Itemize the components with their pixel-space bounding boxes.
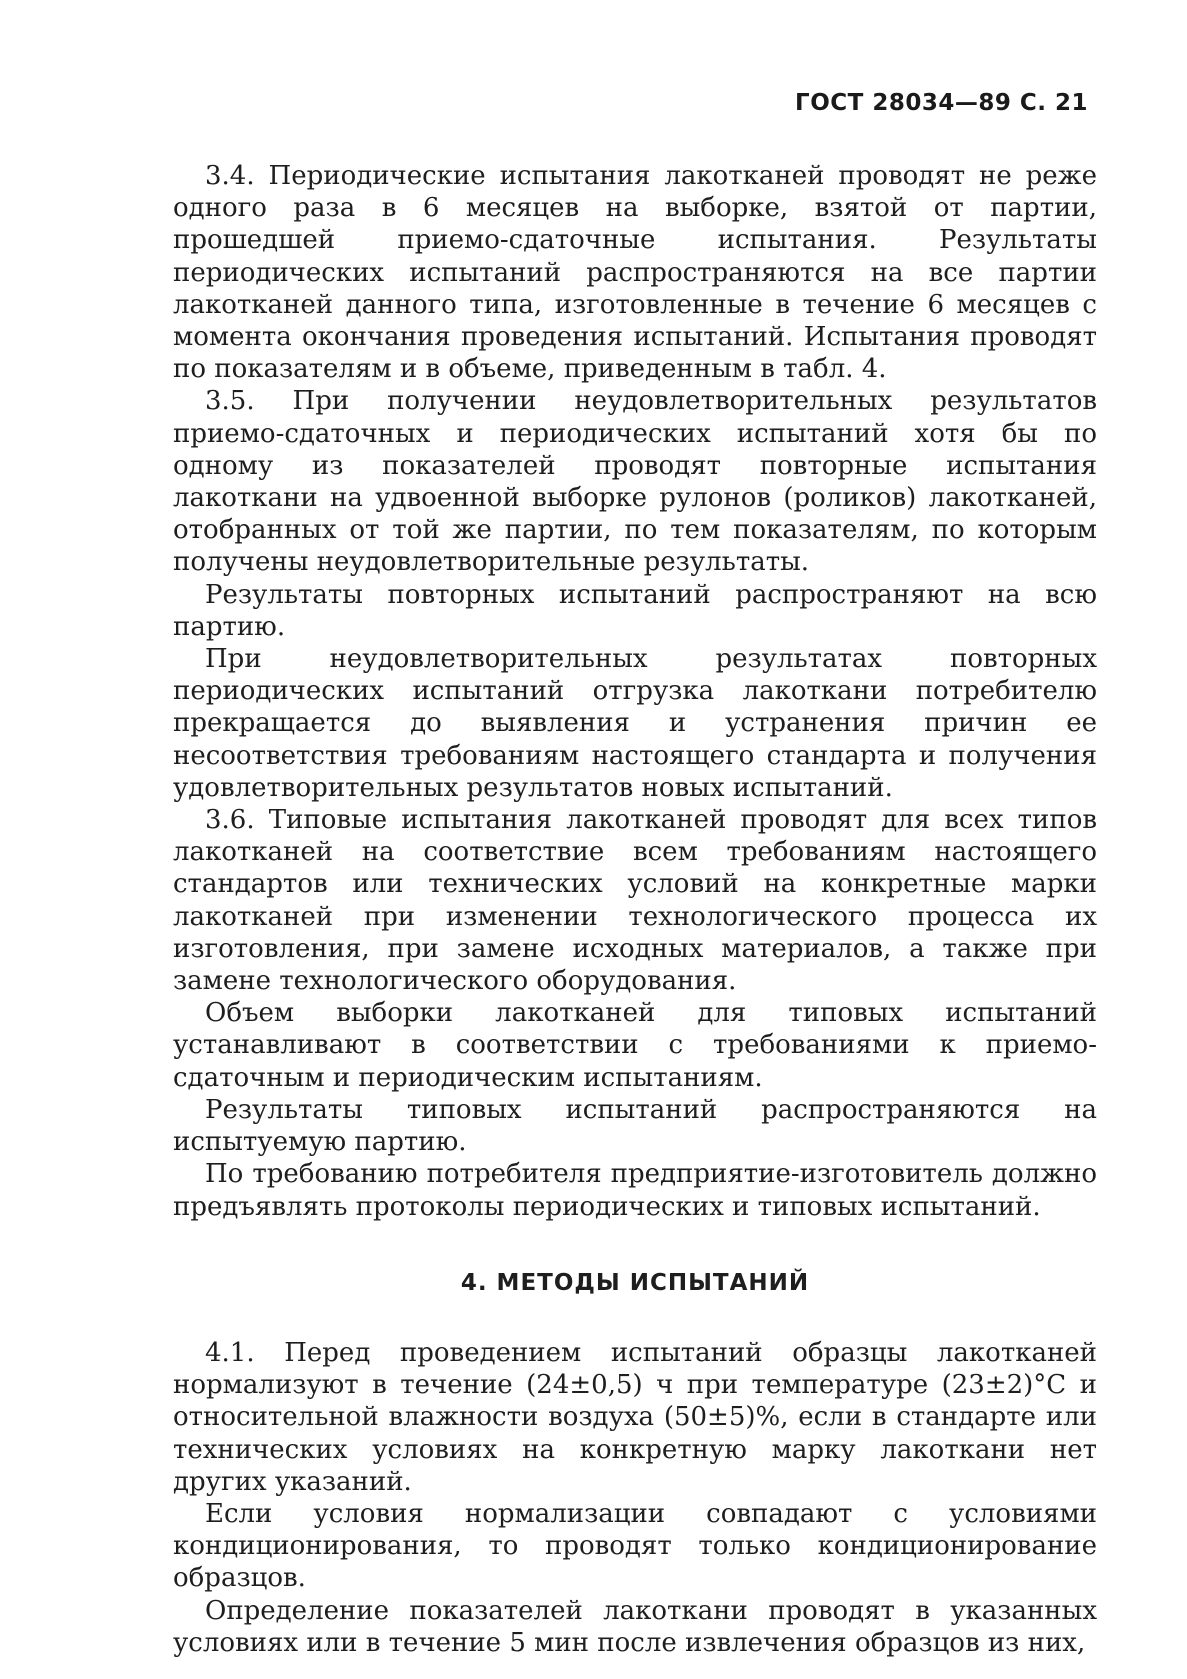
paragraph-4-1: 4.1. Перед проведением испытаний образцы лакотканей нормализуют в течение (24±0,5) ч при температуре (23±2)°С и относительной влажности воздуха (50±5)%, если в стандарте или технических условиях на конкретную марку лакоткани нет других указаний.: [173, 1337, 1097, 1497]
paragraph-3-5: 3.5. При получении неудовлетворительных результатов приемо-сдаточных и периодических испытаний хотя бы по одному из показателей проводят повторные испытания лакоткани на удвоенной выборке рулонов (роликов) лакотканей, отобранных от той же партии, по тем показателям, по которым получены неудовлетворительные результаты.: [173, 386, 1097, 578]
paragraph-3-4: 3.4. Периодические испытания лакотканей проводят не реже одного раза в 6 месяцев на выборке, взятой от партии, прошедшей приемо-сдаточные испытания. Результаты периодических испытаний распространяются на все партии лакотканей данного типа, изготовленные в течение 6 месяцев с момента окончания проведения испытаний. Испытания проводят по показателям и в объеме, приведенным в табл. 4.: [173, 161, 1097, 385]
paragraph-3-6: 3.6. Типовые испытания лакотканей проводят для всех типов лакотканей на соответствие всем требованиям настоящего стандартов или технических условий на конкретные марки лакотканей при изменении технологического процесса их изготовления, при замене исходных материалов, а также при замене технологического оборудования.: [173, 805, 1097, 997]
paragraph-consumer-request: По требованию потребителя предприятие-изготовитель должно предъявлять протоколы периодических и типовых испытаний.: [173, 1159, 1097, 1222]
running-header: ГОСТ 28034—89 С. 21: [795, 90, 1088, 116]
page-body: [173, 160, 1097, 1659]
paragraph-type-results: Результаты типовых испытаний распространяются на испытуемую партию.: [173, 1094, 1097, 1158]
paragraph-conditioning: Если условия нормализации совпадают с условиями кондиционирования, то проводят только кондиционирование образцов.: [173, 1498, 1097, 1594]
section-heading: 4. МЕТОДЫ ИСПЫТАНИЙ: [460, 1269, 810, 1296]
paragraph-repeat-results: Результаты повторных испытаний распространяют на всю партию.: [173, 579, 1097, 642]
paragraph-determination: Определение показателей лакоткани проводят в указанных условиях или в течение 5 мин после извлечения образцов из них,: [173, 1595, 1097, 1658]
paragraph-sample-volume: Объем выборки лакотканей для типовых испытаний устанавливают в соответствии с требованиями к приемо-сдаточным и периодическим испытаниям.: [173, 998, 1097, 1093]
paragraph-unsatisfactory-results: При неудовлетворительных результатах повторных периодических испытаний отгрузка лакоткани потребителю прекращается до выявления и устранения причин ее несоответствия требованиям настоящего стандарта и получения удовлетворительных результатов новых испытаний.: [173, 644, 1097, 803]
